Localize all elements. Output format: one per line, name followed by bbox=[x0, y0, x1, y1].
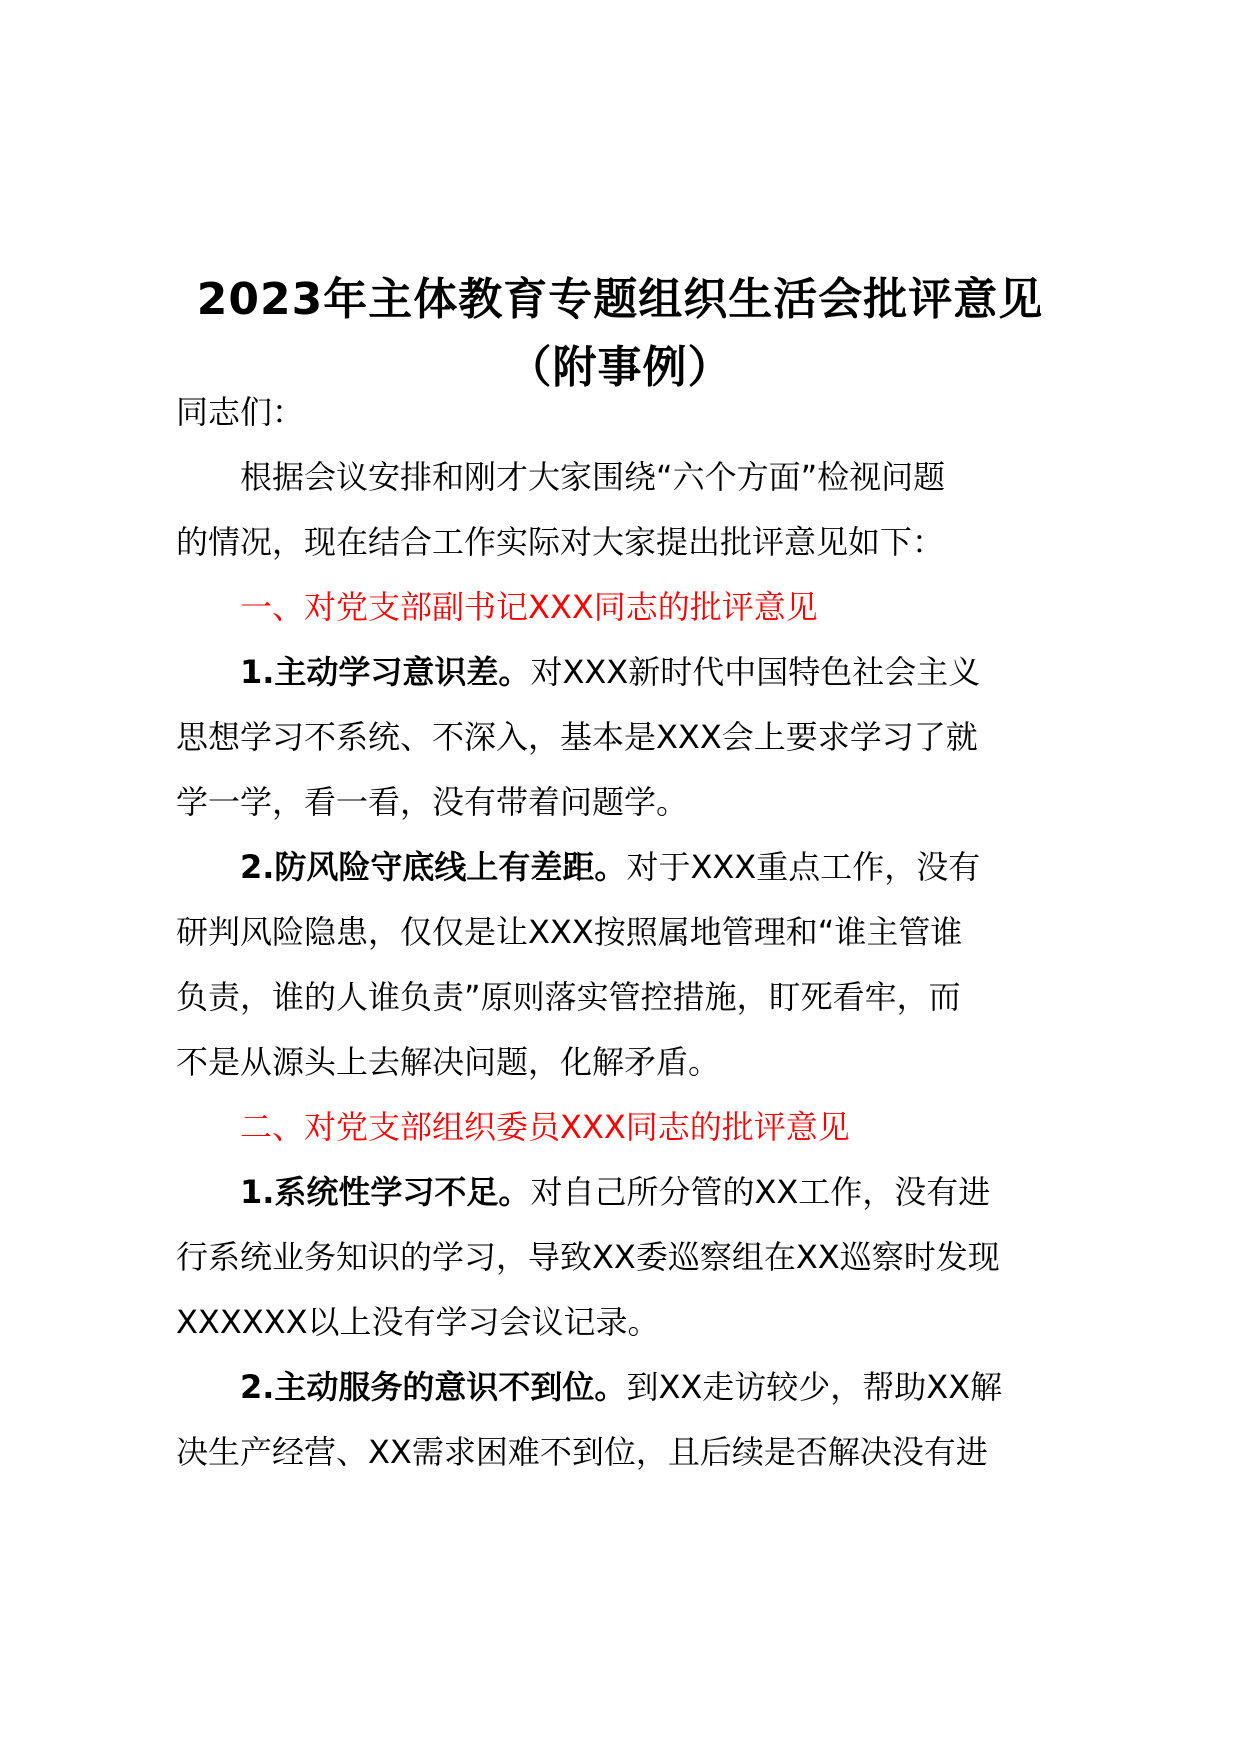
salutation: 同志们： bbox=[176, 393, 305, 431]
section1-item2-lead: 2.防风险守底线上有差距。 bbox=[240, 848, 627, 886]
section2-item2-line-2: 决生产经营、XX需求困难不到位，且后续是否解决没有进 bbox=[176, 1433, 988, 1471]
section2-item1-line-3: XXXXXX以上没有学习会议记录。 bbox=[176, 1303, 660, 1341]
section2-item1-line-2: 行系统业务知识的学习，导致XX委巡察组在XX巡察时发现 bbox=[176, 1238, 1000, 1276]
section2-item1-lead: 1.系统性学习不足。 bbox=[240, 1173, 531, 1211]
section-heading-2: 二、对党支部组织委员XXX同志的批评意见 bbox=[240, 1108, 850, 1146]
section1-item2-line-2: 研判风险隐患，仅仅是让XXX按照属地管理和“谁主管谁 bbox=[176, 913, 963, 951]
section1-item2-line-4: 不是从源头上去解决问题，化解矛盾。 bbox=[176, 1043, 721, 1081]
section1-item1-text-1: 对XXX新时代中国特色社会主义 bbox=[530, 653, 981, 691]
intro-line-1: 根据会议安排和刚才大家围绕“六个方面”检视问题 bbox=[240, 458, 946, 496]
section1-item1-line-3: 学一学，看一看，没有带着问题学。 bbox=[176, 783, 689, 821]
section1-item1-line-1 bbox=[176, 640, 1116, 705]
section2-item2-line-1 bbox=[176, 1355, 1116, 1420]
section1-item2-line-1 bbox=[176, 835, 1116, 900]
section2-item1-text-1: 对自己所分管的XX工作，没有进 bbox=[530, 1173, 991, 1211]
section2-item2-text-1: 到XX走访较少，帮助XX解 bbox=[626, 1368, 1003, 1406]
section1-item2-line-3: 负责，谁的人谁负责”原则落实管控措施，盯死看牢，而 bbox=[176, 978, 961, 1016]
section2-item1-line-1 bbox=[176, 1160, 1116, 1225]
section-heading-1: 一、对党支部副书记XXX同志的批评意见 bbox=[240, 588, 818, 626]
section1-item2-text-1: 对于XXX重点工作，没有 bbox=[626, 848, 981, 886]
document-title: 2023年主体教育专题组织生活会批评意见 bbox=[196, 274, 1044, 325]
document-body bbox=[176, 380, 1116, 1485]
section1-item1-lead: 1.主动学习意识差。 bbox=[240, 653, 531, 691]
document-subtitle: （附事例） bbox=[507, 342, 733, 393]
section1-item1-line-2: 思想学习不系统、不深入，基本是XXX会上要求学习了就 bbox=[176, 718, 978, 756]
section2-item2-lead: 2.主动服务的意识不到位。 bbox=[240, 1368, 627, 1406]
intro-line-2: 的情况，现在结合工作实际对大家提出批评意见如下： bbox=[176, 523, 945, 561]
